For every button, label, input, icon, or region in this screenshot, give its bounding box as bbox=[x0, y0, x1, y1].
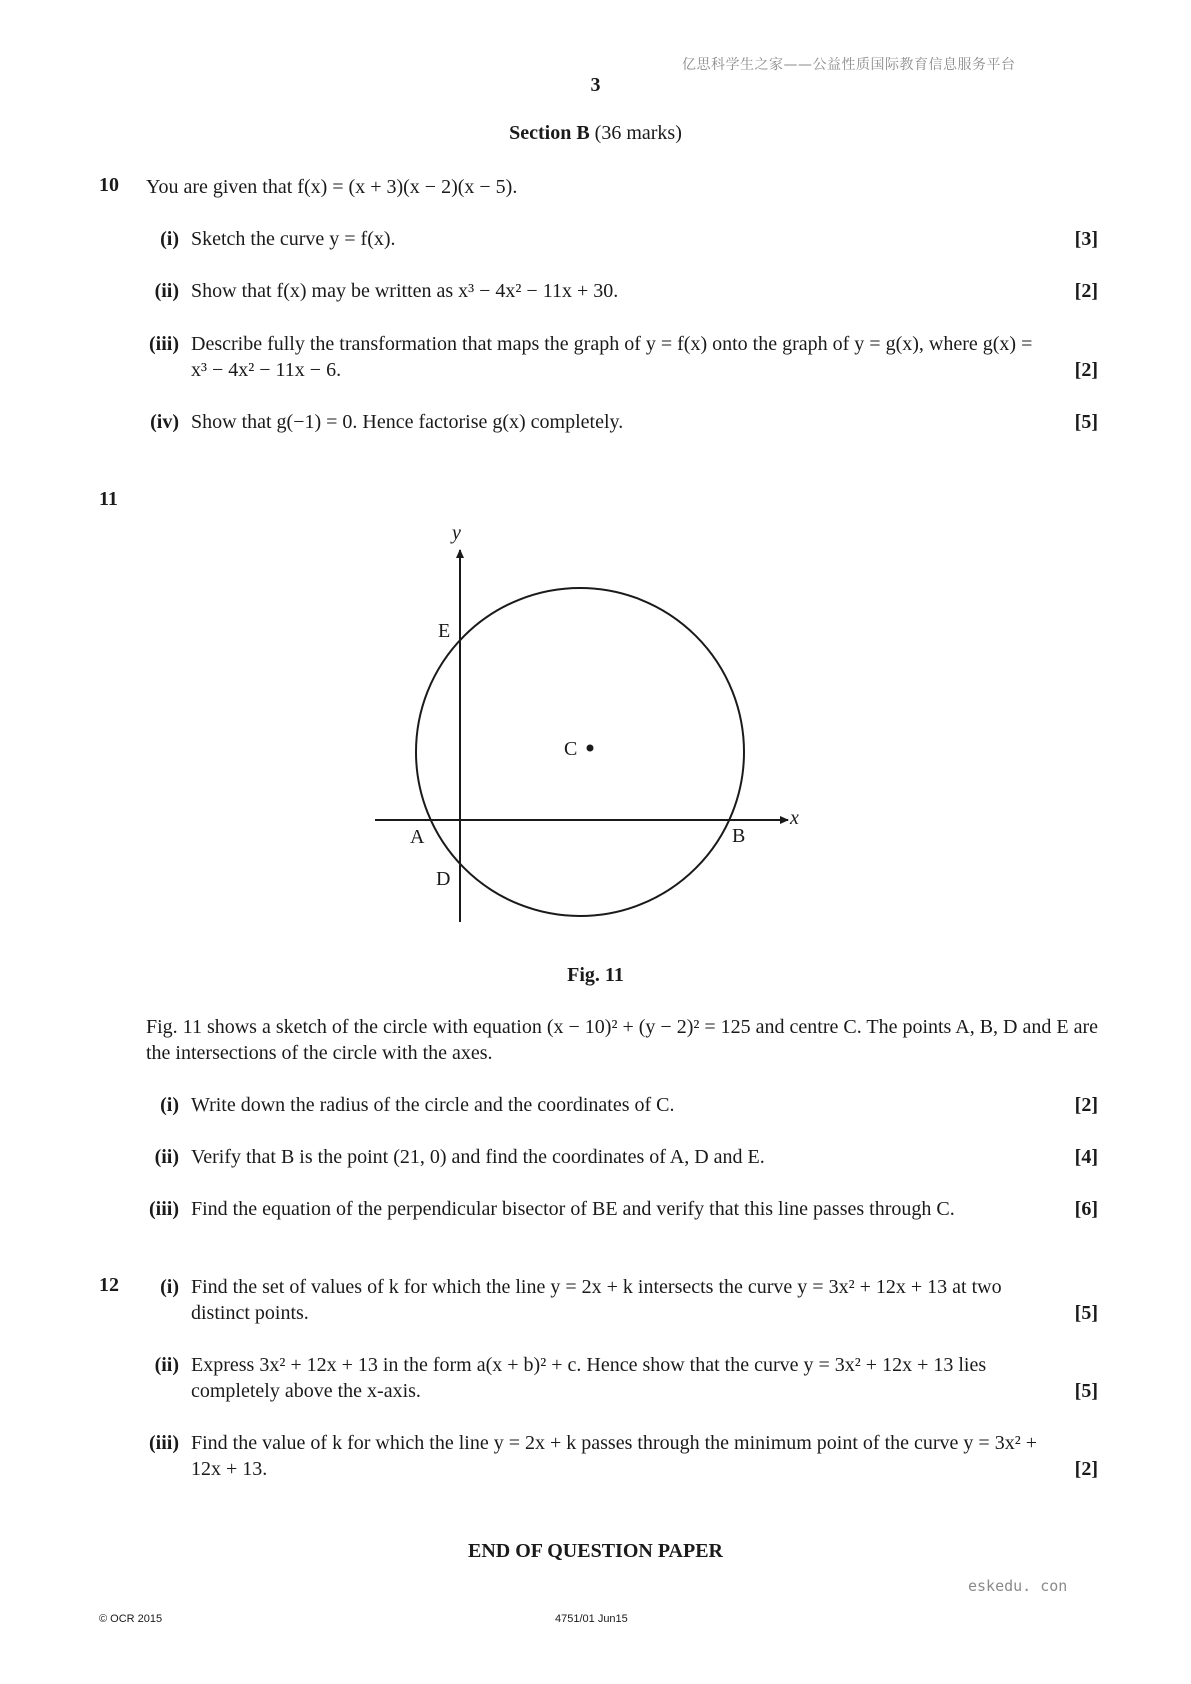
watermark-top: 亿思科学生之家——公益性质国际教育信息服务平台 bbox=[682, 57, 1016, 73]
part-text: Verify that B is the point (21, 0) and find the coordinates of A, D and E. bbox=[191, 1146, 765, 1168]
part-text: Write down the radius of the circle and the coordinates of C. bbox=[191, 1094, 675, 1116]
x-axis-label: x bbox=[790, 807, 799, 829]
part-label: (iii) bbox=[149, 333, 179, 355]
part-text: Find the equation of the perpendicular bisector of BE and verify that this line passes through C. bbox=[191, 1198, 955, 1220]
section-heading bbox=[0, 122, 1191, 145]
part-text: Show that f(x) may be written as x³ − 4x² − 11x + 30. bbox=[191, 280, 619, 302]
part-label: (iii) bbox=[149, 1198, 179, 1220]
point-label-C: C bbox=[564, 738, 578, 760]
question-number-10: 10 bbox=[99, 174, 119, 196]
point-label-B: B bbox=[732, 825, 746, 847]
page-number: 3 bbox=[590, 74, 601, 96]
part-text: Express 3x² + 12x + 13 in the form a(x + b)² + c. Hence show that the curve y = 3x² + 12x + 13 lies completely above the x-axis. bbox=[191, 1354, 987, 1402]
section-marks: (36 marks) bbox=[594, 122, 682, 144]
question-10-stem: You are given that f(x) = (x + 3)(x − 2)(x − 5). bbox=[146, 176, 518, 198]
part-marks: [4] bbox=[1074, 1146, 1098, 1168]
question-number-11: 11 bbox=[99, 488, 118, 510]
part-marks: [6] bbox=[1074, 1198, 1098, 1220]
part-label: (i) bbox=[160, 1094, 179, 1116]
part-label: (i) bbox=[160, 1276, 179, 1298]
part-label: (iv) bbox=[150, 411, 179, 433]
figure-caption: Fig. 11 bbox=[567, 964, 624, 986]
part-text: Sketch the curve y = f(x). bbox=[191, 228, 396, 250]
footer-copyright: © OCR 2015 bbox=[99, 1613, 163, 1625]
circle bbox=[416, 588, 744, 916]
footer-code: 4751/01 Jun15 bbox=[555, 1613, 628, 1625]
part-marks: [5] bbox=[1074, 411, 1098, 433]
part-marks: [2] bbox=[1074, 280, 1098, 302]
part-label: (ii) bbox=[154, 280, 179, 302]
question-number-12: 12 bbox=[99, 1274, 119, 1296]
part-marks: [2] bbox=[1074, 1458, 1098, 1480]
centre-point bbox=[587, 745, 594, 752]
part-text: Describe fully the transformation that maps the graph of y = f(x) onto the graph of y = g(x), where g(x) = x³ − 4x² − 11x − 6. bbox=[191, 333, 1033, 381]
y-axis-label: y bbox=[452, 522, 461, 544]
question-11-stem: Fig. 11 shows a sketch of the circle with equation (x − 10)² + (y − 2)² = 125 and centre C. The points A, B, D and E are the intersections of the circle with the axes. bbox=[146, 1016, 1098, 1064]
watermark-bottom: eskedu. con bbox=[968, 1577, 1068, 1595]
part-label: (ii) bbox=[154, 1354, 179, 1376]
point-label-D: D bbox=[436, 868, 451, 890]
point-label-E: E bbox=[438, 620, 451, 642]
part-text: Find the value of k for which the line y = 2x + k passes through the minimum point of the curve y = 3x² + 12x + 13. bbox=[191, 1432, 1037, 1480]
part-text: Show that g(−1) = 0. Hence factorise g(x) completely. bbox=[191, 411, 624, 433]
section-title: Section B bbox=[509, 122, 590, 144]
end-of-paper: END OF QUESTION PAPER bbox=[467, 1540, 724, 1562]
part-marks: [2] bbox=[1074, 359, 1098, 381]
part-label: (iii) bbox=[149, 1432, 179, 1454]
part-label: (i) bbox=[160, 228, 179, 250]
figure-11-diagram bbox=[370, 520, 810, 940]
part-marks: [5] bbox=[1074, 1380, 1098, 1402]
part-marks: [2] bbox=[1074, 1094, 1098, 1116]
part-marks: [3] bbox=[1074, 228, 1098, 250]
part-marks: [5] bbox=[1074, 1302, 1098, 1324]
part-text: Find the set of values of k for which the line y = 2x + k intersects the curve y = 3x² + 12x + 13 at two distinct points. bbox=[191, 1276, 1002, 1324]
part-label: (ii) bbox=[154, 1146, 179, 1168]
point-label-A: A bbox=[410, 826, 425, 848]
